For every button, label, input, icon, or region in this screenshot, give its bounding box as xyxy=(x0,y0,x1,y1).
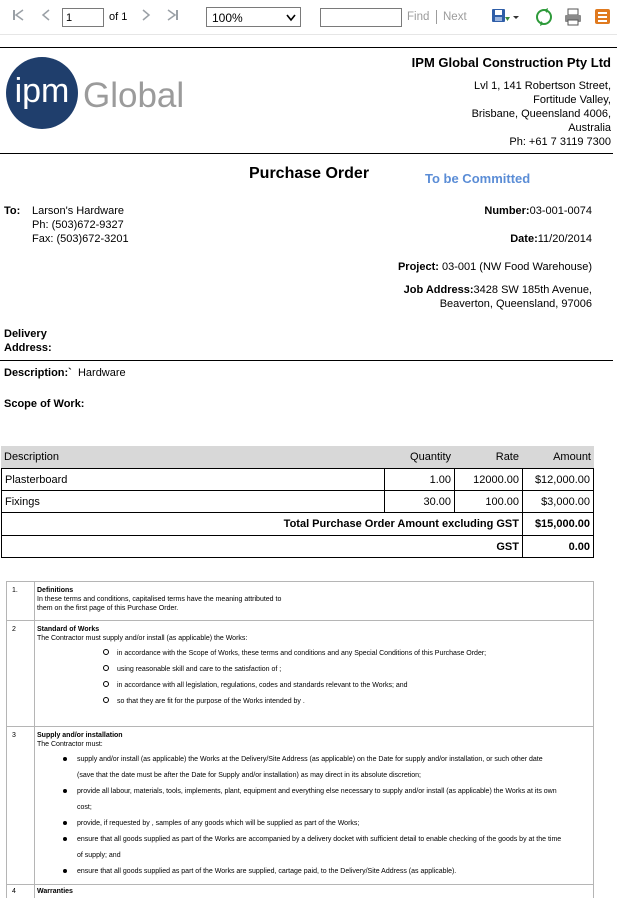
po-date-label: Date: xyxy=(510,233,538,245)
item-amount: $3,000.00 xyxy=(541,496,590,508)
po-date-row xyxy=(510,233,592,245)
bullet-dot-icon xyxy=(63,821,67,825)
item-description: Plasterboard xyxy=(5,474,68,486)
chevron-down-icon xyxy=(286,12,296,22)
terms-text: In these terms and conditions, capitalised terms have the meaning attributed to xyxy=(37,596,282,603)
supplier-name: Larson's Hardware xyxy=(32,205,124,217)
terms-list-item: (save that the date must be after the Date for Supply and/or installation) as may direct in its absolute discretion; xyxy=(77,772,421,779)
project-value: 03-001 (NW Food Warehouse) xyxy=(442,261,592,273)
project-label: Project: xyxy=(397,261,439,273)
export-dropdown-icon[interactable] xyxy=(511,7,521,27)
toolbar-separator xyxy=(436,10,437,24)
terms-list-item: cost; xyxy=(77,804,92,811)
to-label: To: xyxy=(4,205,21,217)
terms-section-number: 3 xyxy=(12,732,16,739)
bullet-circle-icon xyxy=(103,697,109,703)
zoom-value: 100% xyxy=(212,11,243,25)
po-number-value: 03-001-0074 xyxy=(529,205,592,217)
atom-feed-icon[interactable] xyxy=(593,7,613,27)
terms-and-conditions xyxy=(6,581,594,898)
job-address-line: Beaverton, Queensland, 97006 xyxy=(439,298,592,310)
export-save-icon[interactable] xyxy=(491,7,511,27)
item-description: Fixings xyxy=(5,496,40,508)
terms-section-number: 4 xyxy=(12,888,16,895)
gst-value: 0.00 xyxy=(568,541,590,553)
divider xyxy=(0,153,613,154)
terms-list-item: ensure that all goods supplied as part of the Works are accompanied by a delivery docket with sufficient detail to enable checking of the goods by at the time xyxy=(77,836,562,843)
company-address-line: Lvl 1, 141 Robertson Street, xyxy=(474,80,611,92)
terms-list-item: of supply; and xyxy=(77,852,121,859)
previous-page-icon[interactable] xyxy=(38,8,54,26)
terms-section-title: Definitions xyxy=(37,587,74,594)
job-address-line: 3428 SW 185th Avenue, xyxy=(473,284,592,296)
divider xyxy=(0,360,613,361)
terms-section-supply xyxy=(7,727,593,885)
company-address-line: Fortitude Valley, xyxy=(533,94,611,106)
logo-ipm-text: ipm xyxy=(14,72,70,110)
description-label: Description:` xyxy=(4,367,72,379)
terms-list-item: so that they are fit for the purpose of the Works intended by . xyxy=(117,698,305,705)
terms-section-title: Standard of Works xyxy=(37,626,100,633)
logo-global-text: Global xyxy=(83,76,185,115)
terms-list-item: using reasonable skill and care to the satisfaction of ; xyxy=(117,666,282,673)
po-number-label: Number: xyxy=(484,205,530,217)
next-link[interactable]: Next xyxy=(443,11,467,23)
job-address-label: Job Address: xyxy=(403,284,474,296)
item-quantity: 30.00 xyxy=(423,496,451,508)
po-number-row xyxy=(484,205,592,217)
description-row xyxy=(4,367,126,379)
terms-text: The Contractor must: xyxy=(37,741,103,748)
bullet-dot-icon xyxy=(63,837,67,841)
report-toolbar xyxy=(0,0,617,35)
project-row xyxy=(398,261,592,273)
company-address-line: Australia xyxy=(568,122,611,134)
terms-list-item: supply and/or install (as applicable) the Works at the Delivery/Site Address (as applicable) on the Date for supply and/or installation, or such other date xyxy=(77,756,543,763)
page-number-input[interactable] xyxy=(62,8,104,27)
terms-list-item: provide all labour, materials, tools, implements, plant, equipment and everything else necessary to supply and/or install (as applicable) the Works at its own xyxy=(77,788,557,795)
item-rate: 100.00 xyxy=(485,496,519,508)
last-page-icon[interactable] xyxy=(165,8,181,26)
supplier-fax: Fax: (503)672-3201 xyxy=(32,233,129,245)
find-link[interactable]: Find xyxy=(407,11,430,23)
terms-text: The Contractor must supply and/or install (as applicable) the Works: xyxy=(37,635,248,642)
page-title: Purchase Order xyxy=(249,165,370,182)
description-value: Hardware xyxy=(77,367,126,379)
table-cell xyxy=(1,535,523,558)
terms-section-title: Warranties xyxy=(37,888,73,895)
next-page-icon[interactable] xyxy=(138,8,154,26)
column-header-rate: Rate xyxy=(495,451,519,463)
table-cell xyxy=(1,490,385,513)
zoom-select[interactable] xyxy=(206,7,301,27)
total-value: $15,000.00 xyxy=(534,518,590,530)
terms-list-item: in accordance with the Scope of Works, these terms and conditions and any Special Conditions of this Purchase Order; xyxy=(117,650,487,657)
column-header-description: Description xyxy=(4,451,60,463)
refresh-icon[interactable] xyxy=(534,7,554,27)
scope-of-work-label: Scope of Work: xyxy=(4,398,85,410)
job-address-row xyxy=(404,284,592,296)
delivery-label: Delivery xyxy=(4,328,47,340)
first-page-icon[interactable] xyxy=(10,8,26,26)
terms-list-item: in accordance with all legislation, regulations, codes and standards relevant to the Works; and xyxy=(117,682,408,689)
company-phone: Ph: +61 7 3119 7300 xyxy=(509,136,611,148)
status-badge: To be Committed xyxy=(425,171,531,186)
bullet-dot-icon xyxy=(63,869,67,873)
terms-list-item: provide, if requested by , samples of any goods which will be supplied as part of the Works; xyxy=(77,820,360,827)
company-name: IPM Global Construction Pty Ltd xyxy=(411,55,611,70)
column-header-amount: Amount xyxy=(553,451,591,463)
find-input[interactable] xyxy=(320,8,402,27)
total-label: Total Purchase Order Amount excluding GST xyxy=(283,518,519,530)
terms-text: them on the first page of this Purchase Order. xyxy=(37,605,179,612)
bullet-dot-icon xyxy=(63,757,67,761)
item-rate: 12000.00 xyxy=(473,474,519,486)
bullet-circle-icon xyxy=(103,681,109,687)
po-date-value: 11/20/2014 xyxy=(537,233,592,245)
item-amount: $12,000.00 xyxy=(534,474,590,486)
terms-section-number: 1. xyxy=(12,587,18,594)
bullet-circle-icon xyxy=(103,649,109,655)
delivery-label: Address: xyxy=(4,342,52,354)
bullet-circle-icon xyxy=(103,665,109,671)
terms-section-title: Supply and/or installation xyxy=(37,732,123,739)
company-address-line: Brisbane, Queensland 4006, xyxy=(471,108,611,120)
bullet-dot-icon xyxy=(63,789,67,793)
gst-label: GST xyxy=(496,541,519,553)
column-header-quantity: Quantity xyxy=(410,451,451,463)
terms-section-number: 2 xyxy=(12,626,16,633)
terms-list-item: ensure that all goods supplied as part of the Works are supplied, cartage paid, to the Delivery/Site Address (as applicable). xyxy=(77,868,457,875)
item-quantity: 1.00 xyxy=(429,474,451,486)
page-count-label: of 1 xyxy=(109,11,128,23)
supplier-phone: Ph: (503)672-9327 xyxy=(32,219,124,231)
report-top-border xyxy=(0,47,617,48)
print-icon[interactable] xyxy=(563,7,583,27)
items-table-header xyxy=(1,446,594,468)
company-logo xyxy=(5,57,190,134)
